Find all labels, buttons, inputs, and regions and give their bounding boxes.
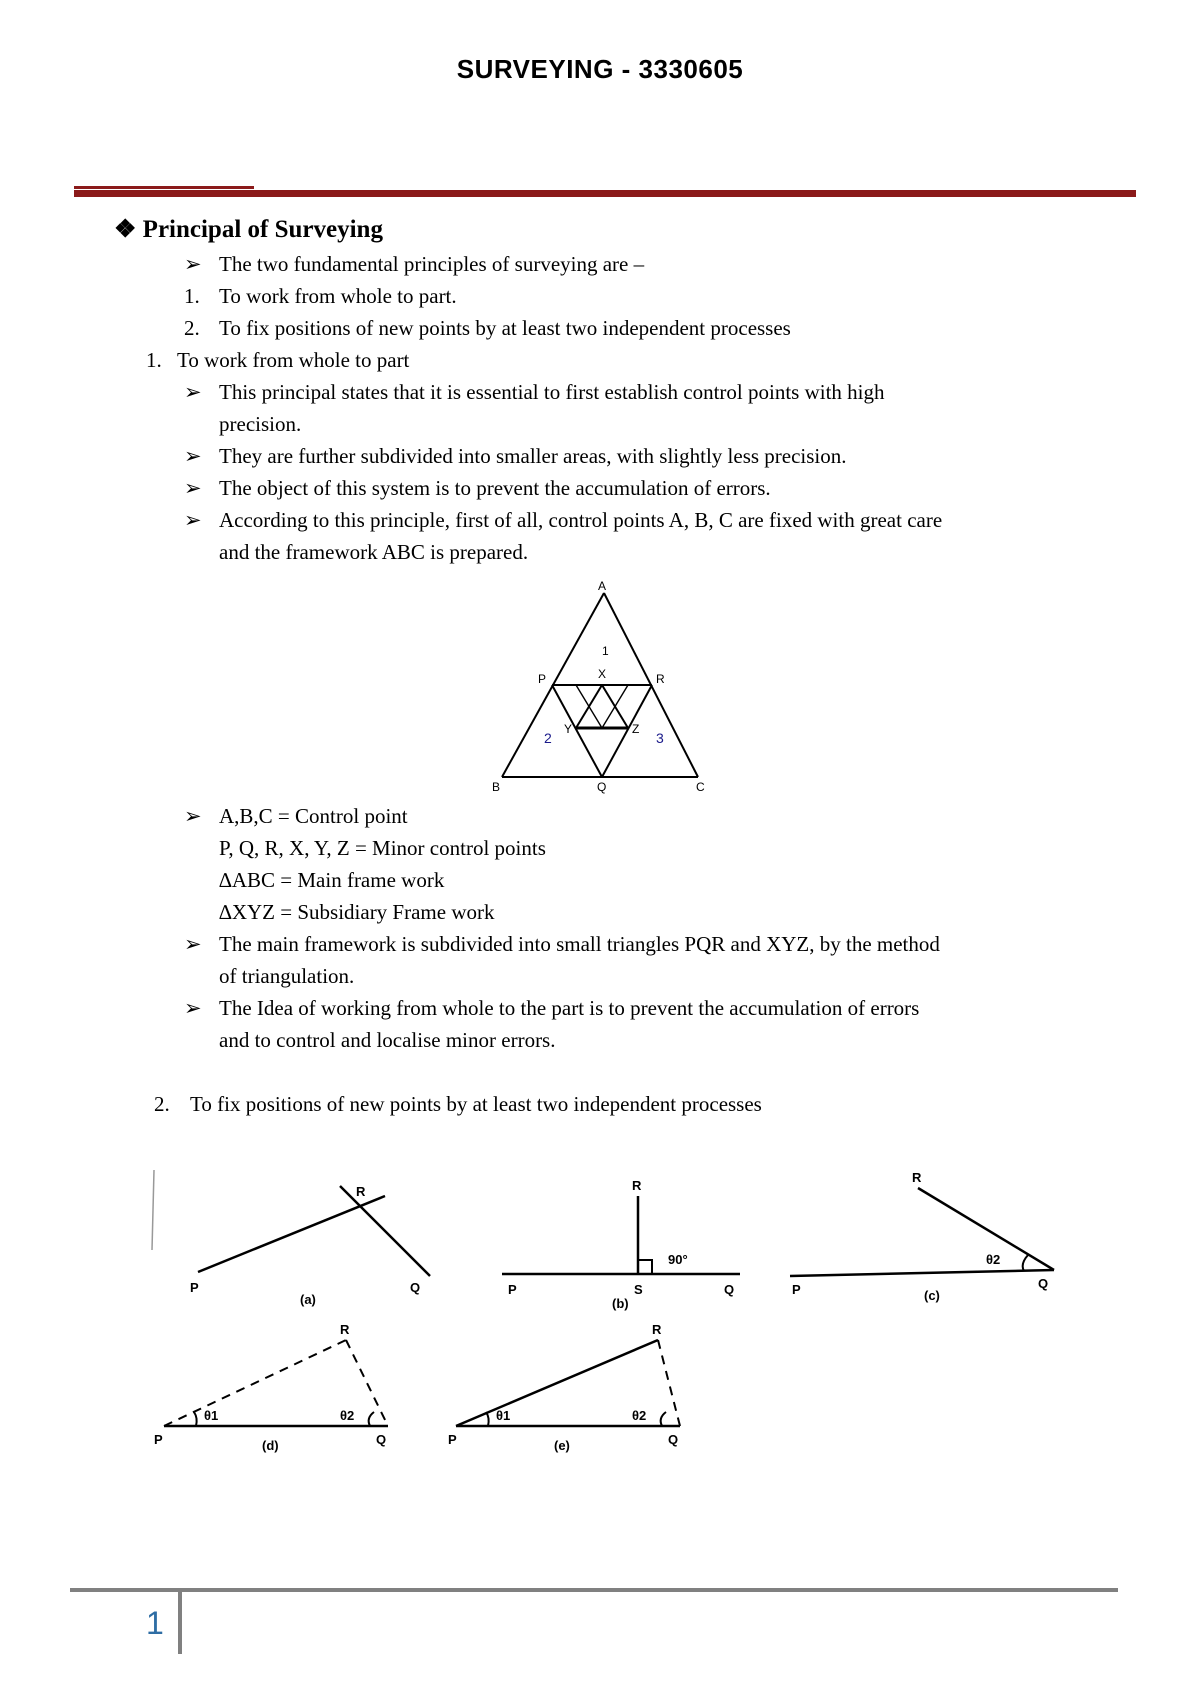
- intro-item: To fix positions of new points by at least two independent processes: [219, 316, 791, 340]
- caption-c: (c): [924, 1288, 940, 1303]
- dashed-ray-qr: [658, 1340, 680, 1426]
- section1-num: 1.: [146, 348, 162, 372]
- label-theta1: θ1: [496, 1408, 511, 1423]
- section1-bullet: They are further subdivided into smaller areas, with slightly less precision.: [219, 444, 847, 468]
- caption-b: (b): [612, 1296, 629, 1311]
- label-p: P: [508, 1282, 517, 1297]
- angle-arc: [1023, 1255, 1028, 1271]
- figure-c: [790, 1188, 1054, 1276]
- section1-bullet: The object of this system is to prevent the accumulation of errors.: [219, 476, 771, 500]
- label-q: Q: [410, 1280, 421, 1295]
- intro-line: The two fundamental principles of surveying are –: [219, 252, 645, 276]
- caption-e: (e): [554, 1438, 570, 1453]
- label-q: Q: [1038, 1276, 1049, 1291]
- footer-rule-divider: [178, 1588, 182, 1654]
- section1-bullet-cont: and the framework ABC is prepared.: [219, 540, 529, 564]
- figure-e: [456, 1340, 680, 1426]
- label-y: Y: [564, 722, 573, 736]
- angle-arc: [486, 1412, 489, 1426]
- label-b: B: [492, 780, 501, 794]
- figure-d: [164, 1340, 388, 1426]
- label-x: X: [598, 667, 607, 681]
- arrow-bullet-icon: ➢: [184, 996, 202, 1020]
- arrow-bullet-icon: ➢: [184, 932, 202, 956]
- legend-line: ∆XYZ = Subsidiary Frame work: [219, 900, 495, 924]
- label-c: C: [696, 780, 705, 794]
- caption-d: (d): [262, 1438, 279, 1453]
- label-theta2: θ2: [986, 1252, 1001, 1267]
- label-r: R: [340, 1322, 350, 1337]
- diamond-bullet-icon: ❖: [114, 216, 137, 243]
- label-theta2: θ2: [632, 1408, 647, 1423]
- intro-bullet-icon: ➢: [184, 252, 202, 276]
- angle-arc: [661, 1412, 666, 1426]
- intro-item: To work from whole to part.: [219, 284, 457, 308]
- label-p: P: [154, 1432, 163, 1447]
- label-p: P: [538, 672, 547, 686]
- page-number: 1: [146, 1605, 164, 1641]
- section1-bullet: The main framework is subdivided into small triangles PQR and XYZ, by the method: [219, 932, 940, 956]
- label-r: R: [912, 1170, 922, 1185]
- label-region-2: 2: [544, 730, 552, 746]
- header-rule-accent: [74, 186, 254, 189]
- legend-line: ∆ABC = Main frame work: [219, 868, 445, 892]
- section2-title: To fix positions of new points by at least two independent processes: [190, 1092, 762, 1116]
- label-p: P: [448, 1432, 457, 1447]
- label-region-3: 3: [656, 730, 664, 746]
- arrow-bullet-icon: ➢: [184, 508, 202, 532]
- label-theta1: θ1: [204, 1408, 219, 1423]
- section1-bullet-cont: of triangulation.: [219, 964, 355, 988]
- figure-b: [502, 1196, 740, 1274]
- label-r: R: [652, 1322, 662, 1337]
- arrow-bullet-icon: ➢: [184, 380, 202, 404]
- label-q: Q: [724, 1282, 735, 1297]
- label-p: P: [792, 1282, 801, 1297]
- figure-a: [152, 1170, 430, 1276]
- angle-arc: [369, 1412, 374, 1426]
- section-heading: [114, 214, 383, 244]
- label-a: A: [598, 579, 607, 593]
- label-p: P: [190, 1280, 199, 1295]
- section1-bullet-cont: and to control and localise minor errors.: [219, 1028, 556, 1052]
- ray-qr: [340, 1186, 430, 1276]
- heading-text: Principal of Surveying: [142, 216, 383, 243]
- label-region-1: 1: [602, 644, 609, 658]
- label-r: R: [632, 1178, 642, 1193]
- label-s: S: [634, 1282, 643, 1297]
- dashed-ray-pr: [164, 1340, 346, 1426]
- label-z: Z: [632, 722, 640, 736]
- ray-pr: [198, 1196, 385, 1272]
- intro-item-num: 1.: [184, 284, 200, 308]
- page-header-title: SURVEYING - 3330605: [456, 54, 744, 84]
- angle-arc: [194, 1412, 197, 1426]
- label-q: Q: [668, 1432, 679, 1447]
- section2-num: 2.: [154, 1092, 170, 1116]
- intro-item-num: 2.: [184, 316, 200, 340]
- arrow-bullet-icon: ➢: [184, 476, 202, 500]
- section1-bullet: The Idea of working from whole to the part is to prevent the accumulation of errors: [219, 996, 920, 1020]
- section1-title: To work from whole to part: [177, 348, 410, 372]
- line-pq: [790, 1270, 1054, 1276]
- right-angle-mark: [638, 1260, 652, 1274]
- caption-a: (a): [300, 1292, 316, 1307]
- section1-bullet: This principal states that it is essential to first establish control points with high: [219, 380, 885, 404]
- arrow-bullet-icon: ➢: [184, 804, 202, 828]
- label-r: R: [656, 672, 665, 686]
- footer-rule: [70, 1588, 1118, 1592]
- legend-line: A,B,C = Control point: [219, 804, 408, 828]
- section1-bullet: According to this principle, first of all, control points A, B, C are fixed with great care: [219, 508, 943, 532]
- arrow-bullet-icon: ➢: [184, 444, 202, 468]
- label-theta2: θ2: [340, 1408, 355, 1423]
- header-rule: [74, 190, 1136, 197]
- scan-artifact: [152, 1170, 154, 1250]
- legend-line: P, Q, R, X, Y, Z = Minor control points: [219, 836, 546, 860]
- section1-bullet-cont: precision.: [219, 412, 302, 436]
- triangulation-figure: [490, 575, 730, 795]
- fix-points-figure: [150, 1160, 1070, 1460]
- label-angle-90: 90°: [668, 1252, 688, 1267]
- label-q: Q: [376, 1432, 387, 1447]
- label-r: R: [356, 1184, 366, 1199]
- label-q: Q: [597, 780, 607, 794]
